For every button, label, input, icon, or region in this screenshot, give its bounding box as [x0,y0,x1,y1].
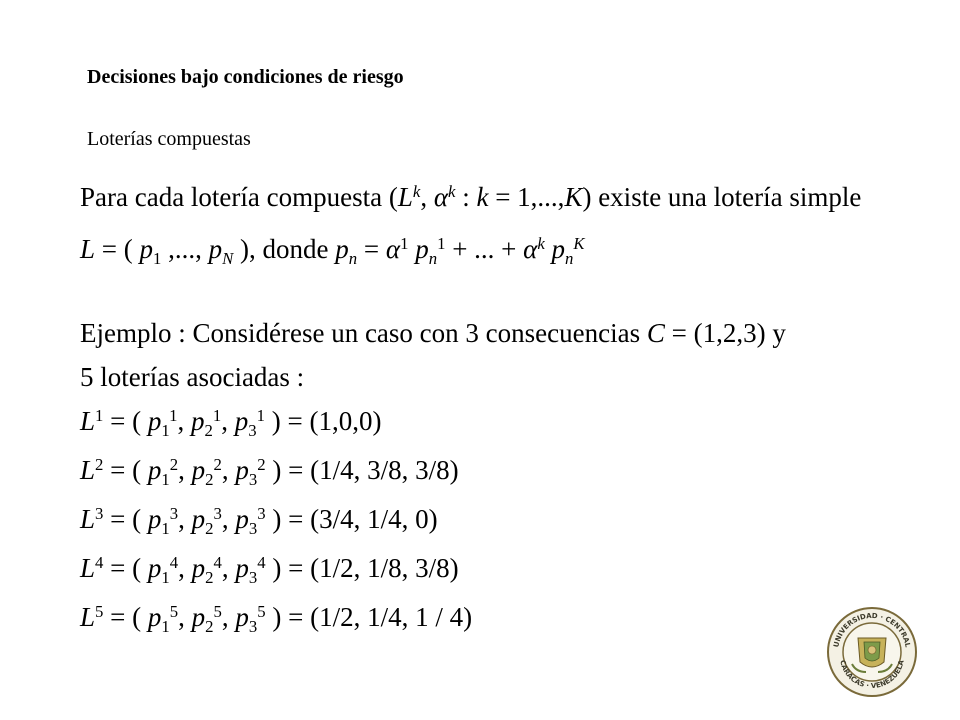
statement-line-2: L = ( $p_1$ ,..., $p_N$ ), donde $p_n = \alpha^1$ $p_n^1$ + ... + $\alpha^k$ $p_n^K$ [80,233,585,268]
slide-subtitle: Loterías compuestas [87,128,251,150]
consequences-value: (1,2,3) [693,318,766,348]
slide-title: Decisiones bajo condiciones de riesgo [87,66,404,88]
lottery-values-1: (1,0,0) [309,406,382,436]
lottery-row-3: $L^3$ = ( $p_1^3$, $p_2^3$, $p_3^3$ ) = (3/4, 1/4, 0) [80,503,438,538]
example-intro-y: y [772,318,786,348]
lottery-values-2: (1/4, 3/8, 3/8) [310,455,459,485]
lottery-row-1: $L^1$ = ( $p_1^1$, $p_2^1$, $p_3^1$ ) = (1,0,0) [80,405,382,440]
statement-text-3: , donde [249,234,329,264]
lottery-values-4: (1/2, 1/8, 3/8) [310,553,459,583]
lottery-row-2: $L^2$ = ( $p_1^2$, $p_2^2$, $p_3^2$ ) = (1/4, 3/8, 3/8) [80,454,459,489]
statement-text-2: existe una lotería simple [598,182,862,212]
svg-text:UNIVERSIDAD · CENTRAL: UNIVERSIDAD · CENTRAL [832,611,912,649]
statement-line-1: Para cada lotería compuesta ($L^k$, $\alpha^k$ : k = 1,...,K) existe una lotería simple [80,181,862,212]
lottery-row-5: $L^5$ = ( $p_1^5$, $p_2^5$, $p_3^5$ ) = (1/2, 1/4, 1 / 4) [80,601,473,636]
lottery-values-5: (1/2, 1/4, 1 / 4) [310,602,473,632]
svg-text:CARACAS · VENEZUELA: CARACAS · VENEZUELA [838,659,906,691]
statement-text-1: Para cada lotería compuesta [80,182,383,212]
lottery-row-4: $L^4$ = ( $p_1^4$, $p_2^4$, $p_3^4$ ) = (1/2, 1/8, 3/8) [80,552,459,587]
example-intro-line-2: 5 loterías asociadas : [80,362,305,392]
example-intro-text: Ejemplo : Considérese un caso con 3 consecuencias [80,318,641,348]
university-seal-logo [826,606,918,698]
lottery-values-3: (3/4, 1/4, 0) [310,504,438,534]
example-intro-line: Ejemplo : Considérese un caso con 3 consecuencias C = (1,2,3) y [80,318,786,348]
